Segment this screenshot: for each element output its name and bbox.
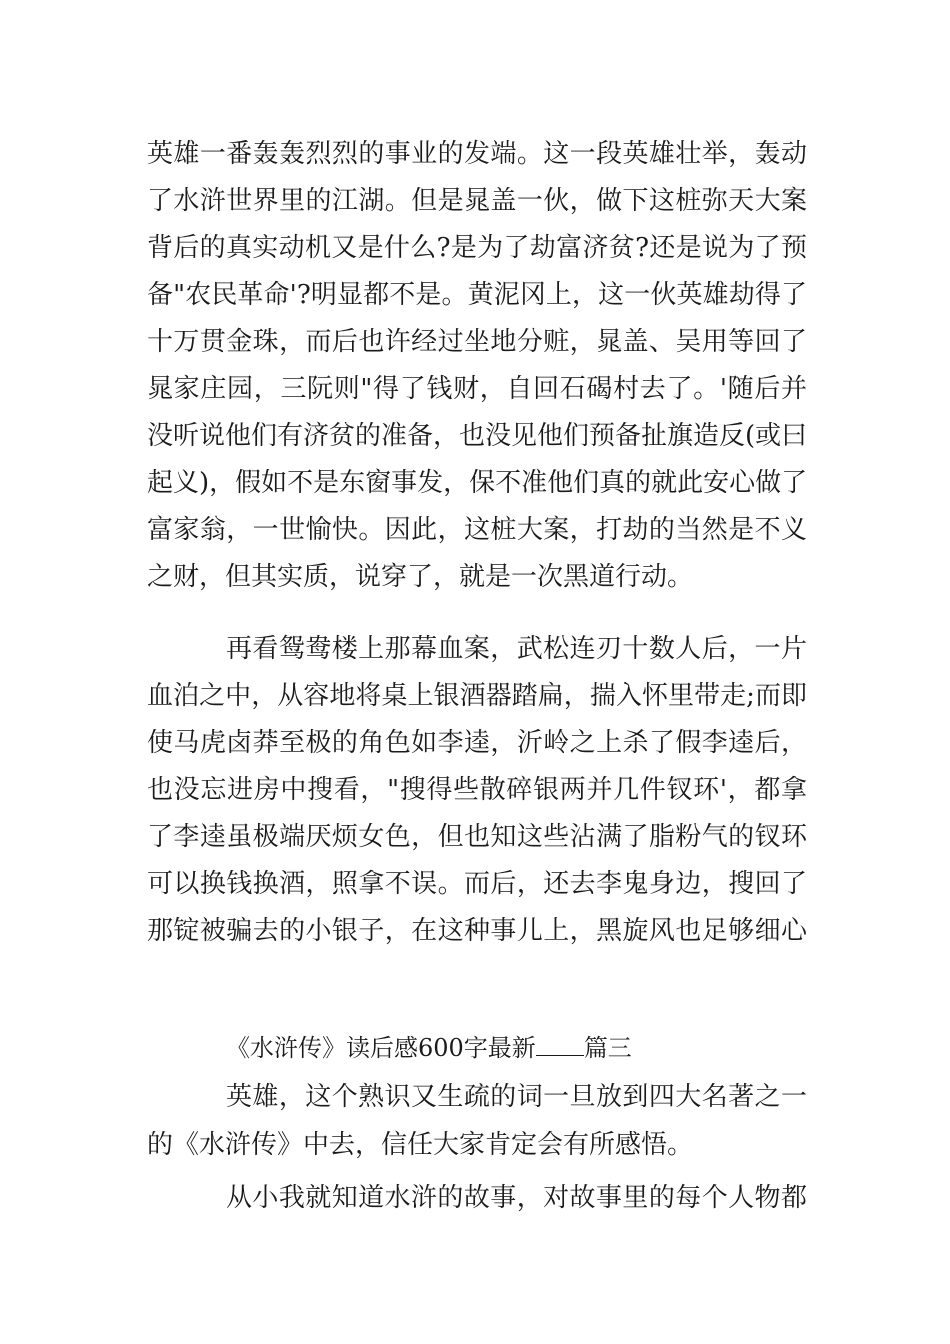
paragraph-line: 那锭被骗去的小银子，在这种事儿上，黑旋风也足够细心 [147, 916, 807, 946]
paragraph-line: 十万贯金珠，而后也许经过坐地分赃，晁盖、吴用等回了 [147, 327, 807, 357]
paragraph-line: 了李逵虽极端厌烦女色，但也知这些沾满了脂粉气的钗环 [147, 822, 807, 852]
paragraph-line: 使马虎卤莽至极的角色如李逵，沂岭之上杀了假李逵后， [147, 728, 807, 758]
section-heading-title: 《水浒传》读后感600字最新 [226, 1034, 536, 1062]
paragraph-line: 血泊之中，从容地将桌上银酒器踏扁，揣入怀里带走;而即 [147, 681, 807, 711]
paragraph-line: 起义)，假如不是东窗事发，保不准他们真的就此安心做了 [147, 468, 808, 498]
paragraph-line: 可以换钱换酒，照拿不误。而后，还去李鬼身边，搜回了 [147, 869, 807, 899]
paragraph-line: 再看鸳鸯楼上那幕血案，武松连刃十数人后，一片 [226, 634, 807, 664]
paragraph-line: 也没忘进房中搜看，"搜得些散碎银两并几件钗环'，都拿 [147, 775, 807, 805]
paragraph-line: 背后的真实动机又是什么?是为了劫富济贫?还是说为了预 [147, 233, 807, 263]
paragraph-line: 备"农民革命'?明显都不是。黄泥冈上，这一伙英雄劫得了 [147, 280, 807, 310]
paragraph-line: 没听说他们有济贫的准备，也没见他们预备扯旗造反(或曰 [147, 421, 808, 451]
section-heading-suffix: 篇三 [583, 1034, 632, 1062]
paragraph-line: 之财，但其实质，说穿了，就是一次黑道行动。 [147, 562, 694, 592]
paragraph-line: 富家翁，一世愉快。因此，这桩大案，打劫的当然是不义 [147, 515, 807, 545]
paragraph-line: 的《水浒传》中去，信任大家肯定会有所感悟。 [147, 1130, 694, 1160]
section-heading [226, 1032, 632, 1064]
paragraph-line: 从小我就知道水浒的故事，对故事里的每个人物都 [226, 1183, 807, 1213]
paragraph-line: 了水浒世界里的江湖。但是晁盖一伙，做下这桩弥天大案 [147, 186, 807, 216]
paragraph-line: 晁家庄园，三阮则"得了钱财，自回石碣村去了。'随后并 [147, 374, 807, 404]
paragraph-line: 英雄，这个熟识又生疏的词一旦放到四大名著之一 [226, 1082, 807, 1112]
paragraph-line: 英雄一番轰轰烈烈的事业的发端。这一段英雄壮举，轰动 [147, 139, 807, 169]
heading-blank-underline [536, 1035, 584, 1056]
